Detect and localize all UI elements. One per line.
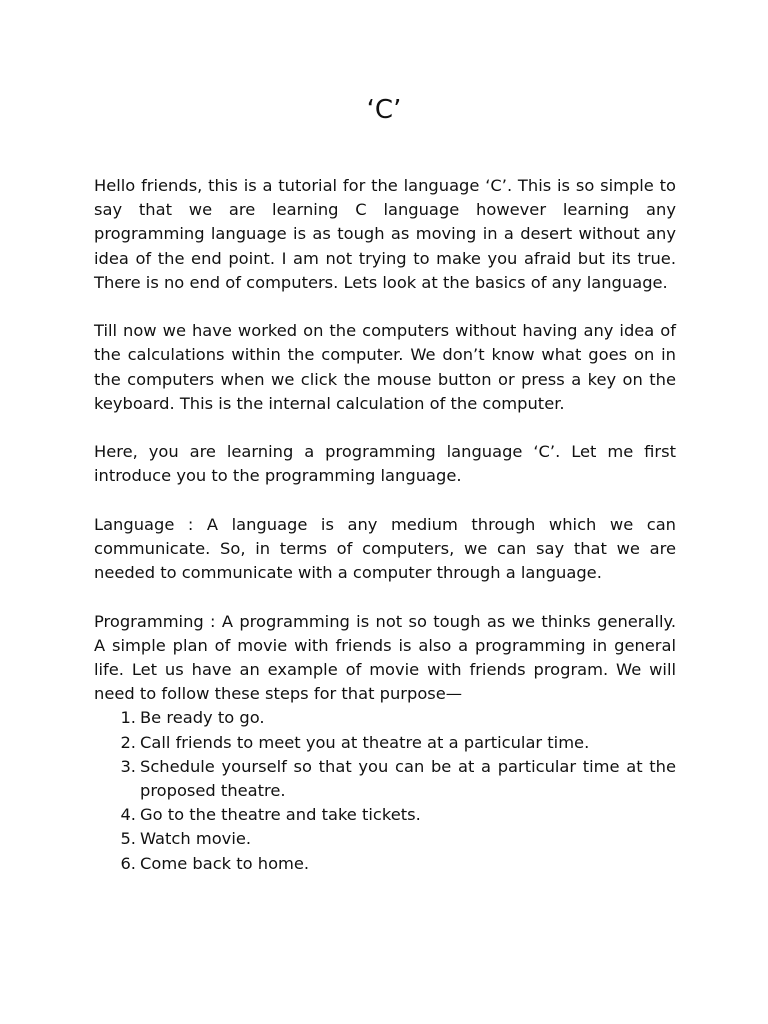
list-item-number: 3. <box>120 756 136 776</box>
list-item <box>94 706 676 730</box>
paragraph-programming-definition: Programming : A programming is not so tough as we thinks generally. A simple plan of movie with friends is also a programming in general life. Let us have an example of movie with friends program. We will need to follow these steps for that purpose— <box>94 611 676 704</box>
list-item-text: Go to the theatre and take tickets. <box>140 805 421 825</box>
list-item-text: Watch movie. <box>140 829 252 849</box>
list-item <box>94 803 676 827</box>
list-item <box>94 827 676 851</box>
list-item-number: 6. <box>120 853 136 873</box>
document-body <box>94 174 676 876</box>
paragraph-intro: Hello friends, this is a tutorial for the language ‘C’. This is so simple to say that we are learning C language however learning any programming language is as tough as moving in a desert without any idea of the end point. I am not trying to make you afraid but its true. There is no end of computers. Lets look at the basics of any language. <box>94 176 676 292</box>
list-item-number: 5. <box>120 829 136 849</box>
list-item-number: 4. <box>120 805 136 825</box>
steps-list <box>94 706 676 875</box>
paragraph-computers: Till now we have worked on the computers without having any idea of the calculations within the computer. We don’t know what goes on in the computers when we click the mouse button or press a key on the keyboard. This is the internal calculation of the computer. <box>94 321 676 413</box>
list-item-number: 2. <box>120 732 136 752</box>
list-item <box>94 755 676 803</box>
list-item-number: 1. <box>120 708 136 728</box>
paragraph-introduction: Here, you are learning a programming language ‘C’. Let me first introduce you to the programming language. <box>94 442 676 486</box>
list-item-text: Schedule yourself so that you can be at a particular time at the proposed theatre. <box>140 756 676 801</box>
list-item-text: Come back to home. <box>140 853 310 873</box>
list-item <box>94 852 676 876</box>
paragraph-language-definition: Language : A language is any medium through which we can communicate. So, in terms of computers, we can say that we are needed to communicate with a computer through a language. <box>94 514 676 583</box>
page-title: ‘C’ <box>366 95 402 125</box>
list-item-text: Be ready to go. <box>140 708 265 728</box>
list-item-text: Call friends to meet you at theatre at a particular time. <box>140 732 590 752</box>
list-item <box>94 731 676 755</box>
